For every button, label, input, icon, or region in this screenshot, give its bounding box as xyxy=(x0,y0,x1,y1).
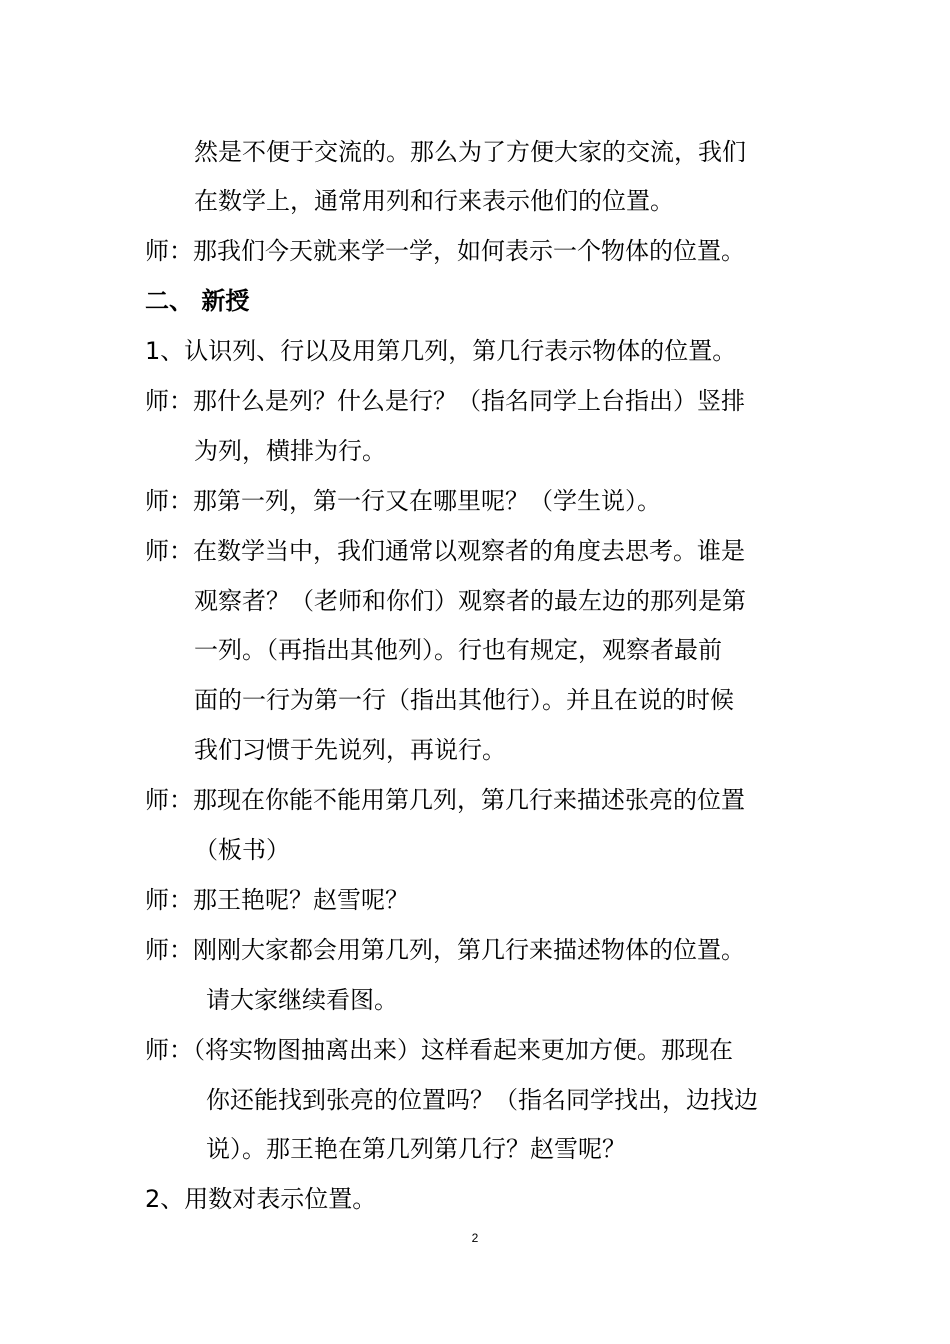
paragraph-line: 请大家继续看图。 xyxy=(206,986,398,1014)
paragraph-line: 说）。那王艳在第几列第几行？赵雪呢？ xyxy=(206,1135,626,1163)
paragraph-line: 师：（将实物图抽离出来）这样看起来更加方便。那现在 xyxy=(145,1036,733,1064)
paragraph-line: 为列，横排为行。 xyxy=(194,437,386,465)
paragraph-line: 师：那第一列，第一行又在哪里呢？（学生说）。 xyxy=(145,487,661,515)
paragraph-line: 师：那王艳呢？赵雪呢？ xyxy=(145,886,409,914)
paragraph-line: 师：在数学当中，我们通常以观察者的角度去思考。谁是 xyxy=(145,537,745,565)
paragraph-line: 一列。（再指出其他列）。行也有规定，观察者最前 xyxy=(194,636,722,664)
paragraph-line: 师：那什么是列？什么是行？（指名同学上台指出）竖排 xyxy=(145,387,745,415)
paragraph-line: （板书） xyxy=(194,836,290,864)
paragraph-line: 你还能找到张亮的位置吗？（指名同学找出，边找边 xyxy=(206,1086,758,1114)
subsection-heading: 1、认识列、行以及用第几列，第几行表示物体的位置。 xyxy=(145,337,737,365)
paragraph-line: 在数学上，通常用列和行来表示他们的位置。 xyxy=(194,187,674,215)
subsection-heading: 2、用数对表示位置。 xyxy=(145,1185,377,1213)
paragraph-line: 师：那我们今天就来学一学，如何表示一个物体的位置。 xyxy=(145,237,745,265)
section-heading: 二、 新授 xyxy=(145,287,250,315)
paragraph-line: 观察者？（老师和你们）观察者的最左边的那列是第 xyxy=(194,587,746,615)
paragraph-line: 然是不便于交流的。那么为了方便大家的交流，我们 xyxy=(194,138,746,166)
paragraph-line: 面的一行为第一行（指出其他行）。并且在说的时候 xyxy=(194,686,734,714)
paragraph-line: 我们习惯于先说列，再说行。 xyxy=(194,736,506,764)
page-number: 2 xyxy=(471,1231,479,1245)
paragraph-line: 师：刚刚大家都会用第几列，第几行来描述物体的位置。 xyxy=(145,936,745,964)
paragraph-line: 师：那现在你能不能用第几列，第几行来描述张亮的位置 xyxy=(145,786,745,814)
